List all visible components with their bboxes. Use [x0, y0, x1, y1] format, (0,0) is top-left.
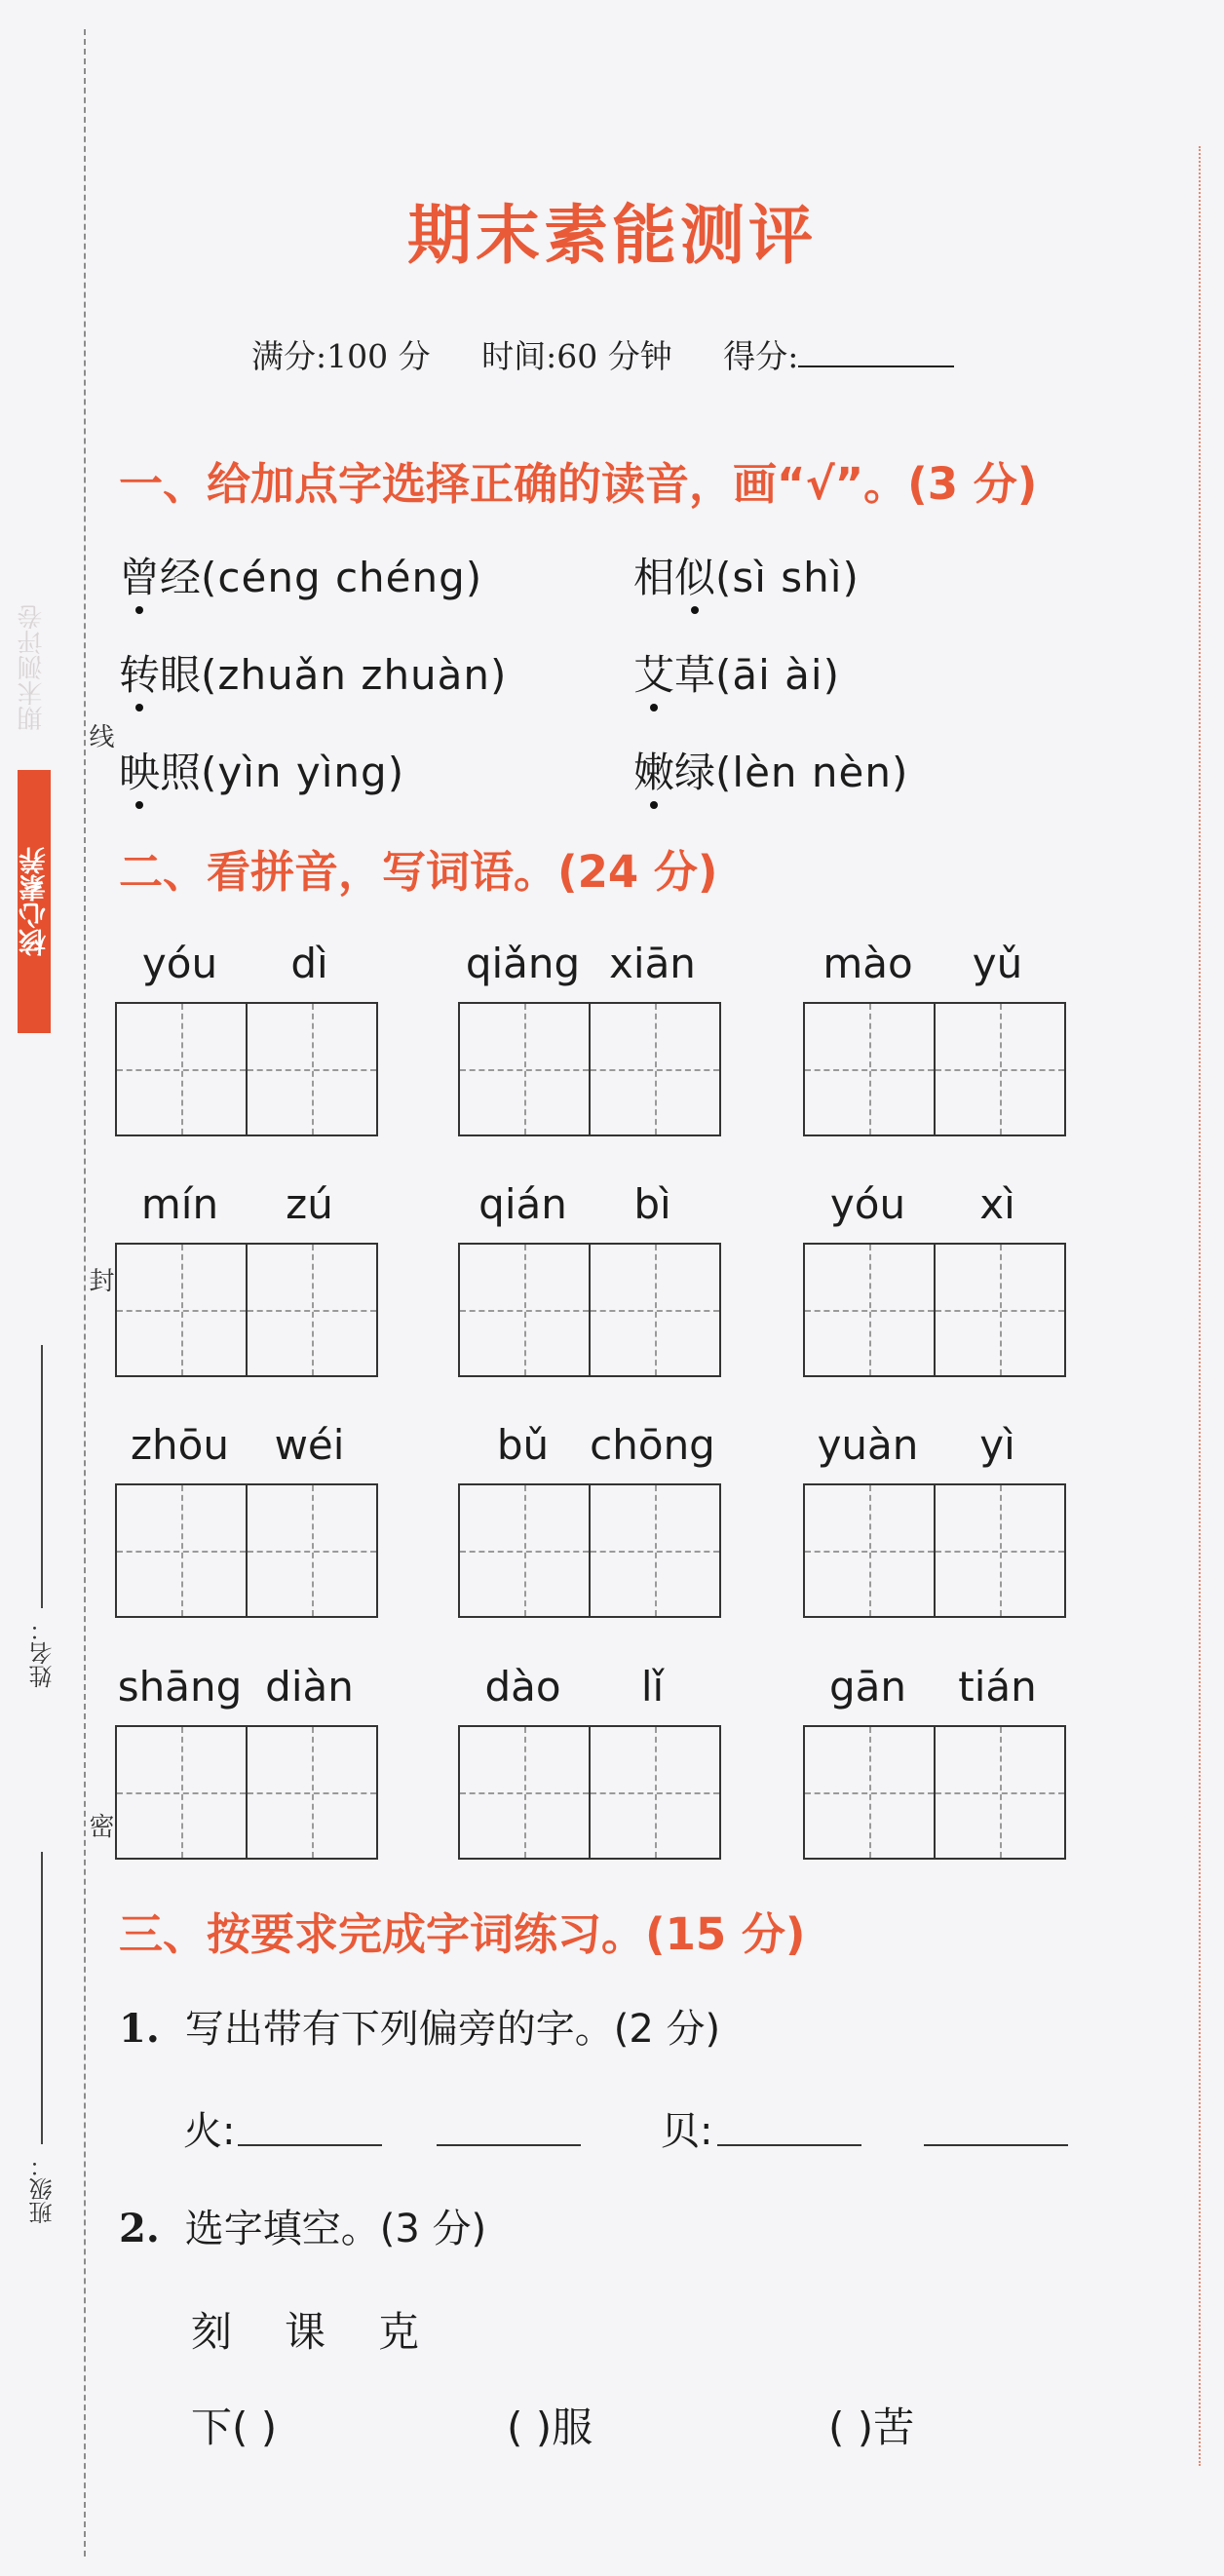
time-limit: 时间:60 分钟	[481, 337, 672, 375]
pinyin-word-box: yóu xì	[803, 1180, 1066, 1239]
writing-cell[interactable]	[248, 1727, 376, 1858]
writing-cell[interactable]	[591, 1485, 719, 1616]
emphasis-dot	[135, 606, 143, 614]
pinyin-word-box: zhōu wéi	[115, 1421, 378, 1480]
writing-cell[interactable]	[117, 1485, 248, 1616]
radical-fire: 火:	[183, 2109, 236, 2154]
fill-blank-3[interactable]: ( )苦	[828, 2403, 915, 2451]
side-stamp: 核心素养	[18, 770, 51, 1033]
pinyin-word-box: qián bì	[458, 1180, 721, 1239]
pronunciation-item: 映照(yìn yìng)	[119, 741, 404, 799]
emphasis-dot	[691, 606, 699, 614]
full-score: 满分:100 分	[251, 337, 431, 375]
writing-cell[interactable]	[936, 1004, 1064, 1134]
exam-meta	[251, 331, 995, 377]
question-1: 1. 写出带有下列偏旁的字。(2 分)	[119, 2006, 721, 2052]
radical-shell: 贝:	[661, 2109, 713, 2154]
name-label: 姓名：	[29, 1618, 57, 1688]
writing-cell[interactable]	[805, 1727, 936, 1858]
emphasis-dot	[135, 801, 143, 809]
section-3-heading: 三、按要求完成字词练习。(15 分)	[119, 1908, 806, 1960]
class-line[interactable]	[41, 1852, 43, 2144]
pronunciation-item: 艾草(āi ài)	[633, 643, 840, 702]
pinyin-word-box: shāng diàn	[115, 1663, 378, 1721]
writing-cell[interactable]	[591, 1004, 719, 1134]
page-title: 期末素能测评	[407, 197, 817, 273]
emphasis-dot	[650, 704, 658, 711]
margin-mark-mi: 密	[85, 1813, 114, 1838]
pinyin-word-box: bǔ chōng	[458, 1421, 721, 1480]
section-1-heading: 一、给加点字选择正确的读音，画“√”。(3 分)	[119, 458, 1038, 510]
writing-cell[interactable]	[805, 1485, 936, 1616]
answer-blank[interactable]	[924, 2144, 1068, 2146]
score-blank[interactable]	[798, 340, 954, 367]
writing-cell[interactable]	[591, 1727, 719, 1858]
writing-cell[interactable]	[117, 1245, 248, 1375]
pinyin-word-box: yóu dì	[115, 940, 378, 998]
binding-dashed-line	[84, 29, 86, 2557]
writing-cell[interactable]	[117, 1727, 248, 1858]
side-faint-text: 期末测评卷	[18, 604, 47, 731]
answer-blank[interactable]	[437, 2144, 581, 2146]
right-margin-line	[1199, 146, 1201, 2466]
writing-cell[interactable]	[248, 1485, 376, 1616]
pinyin-word-box: mào yǔ	[803, 940, 1066, 998]
writing-cell[interactable]	[117, 1004, 248, 1134]
writing-cell[interactable]	[805, 1004, 936, 1134]
writing-cell[interactable]	[591, 1245, 719, 1375]
writing-cell[interactable]	[936, 1245, 1064, 1375]
emphasis-dot	[135, 704, 143, 711]
fill-blank-2[interactable]: ( )服	[507, 2403, 593, 2451]
answer-blank[interactable]	[717, 2144, 861, 2146]
pronunciation-item: 相似(sì shì)	[633, 546, 860, 604]
writing-cell[interactable]	[460, 1245, 591, 1375]
writing-cell[interactable]	[248, 1245, 376, 1375]
writing-cell[interactable]	[460, 1727, 591, 1858]
writing-cell[interactable]	[936, 1727, 1064, 1858]
pronunciation-item: 转眼(zhuǎn zhuàn)	[119, 643, 507, 702]
answer-blank[interactable]	[238, 2144, 382, 2146]
writing-cell[interactable]	[248, 1004, 376, 1134]
writing-cell[interactable]	[460, 1485, 591, 1616]
pronunciation-item: 嫩绿(lèn nèn)	[633, 741, 908, 799]
pinyin-word-box: gān tián	[803, 1663, 1066, 1721]
emphasis-dot	[650, 801, 658, 809]
pronunciation-item: 曾经(céng chéng)	[119, 546, 482, 604]
class-label: 班级：	[29, 2154, 57, 2224]
margin-mark-feng: 封	[85, 1267, 114, 1292]
pinyin-word-box: qiǎng xiān	[458, 940, 721, 998]
pinyin-word-box: mín zú	[115, 1180, 378, 1239]
choice-characters: 刻 课 克	[191, 2308, 420, 2356]
writing-cell[interactable]	[936, 1485, 1064, 1616]
score-label: 得分:	[723, 337, 799, 375]
section-2-heading: 二、看拼音，写词语。(24 分)	[119, 846, 718, 898]
margin-mark-xian: 线	[85, 723, 114, 749]
question-2: 2. 选字填空。(3 分)	[119, 2206, 487, 2251]
pinyin-word-box: yuàn yì	[803, 1421, 1066, 1480]
writing-cell[interactable]	[460, 1004, 591, 1134]
pinyin-word-box: dào lǐ	[458, 1663, 721, 1721]
writing-cell[interactable]	[805, 1245, 936, 1375]
fill-blank-1[interactable]: 下( )	[191, 2403, 278, 2451]
name-line[interactable]	[41, 1345, 43, 1608]
